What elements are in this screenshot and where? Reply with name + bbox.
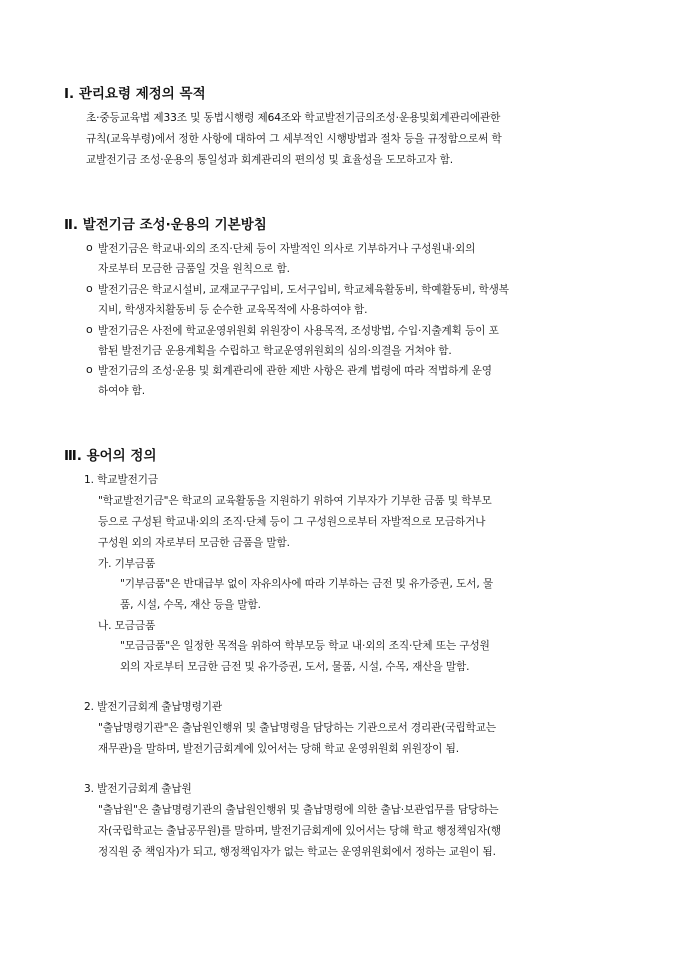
term-title: 3. 발전기금회계 출납원 (84, 783, 192, 795)
term-definition-line: 재무관)을 말하며, 발전기금회계에 있어서는 당해 학교 운영위원회 위원장이 됨. (98, 743, 459, 755)
section-1-line: 초·중등교육법 제33조 및 동법시행령 제64조와 학교발전기금의조성·운용및회계관리에관한 (86, 112, 501, 124)
policy-item-line: 발전기금은 학교내·외의 조직·단체 등이 자발적인 의사로 기부하거나 구성원내·외의 (98, 243, 476, 255)
bullet-marker: o (86, 363, 93, 376)
policy-item-line: 함된 발전기금 운용계획을 수립하고 학교운영위원회의 심의·의결을 거쳐야 함. (98, 345, 452, 357)
subterm-title: 나. 모금금품 (98, 620, 156, 632)
term-definition-line: 등으로 구성된 학교내·외의 조직·단체 등이 그 구성원으로부터 자발적으로 모금하거나 (98, 516, 486, 528)
term-definition-line: "출납명령기관"은 출납원인행위 및 출납명령을 담당하는 기관으로서 경리관(국립학교는 (98, 722, 496, 734)
term-definition-line: 구성원 외의 자로부터 모금한 금품을 말함. (98, 537, 290, 549)
subterm-definition-line: "모금금품"은 일정한 목적을 위하여 학부모등 학교 내·외의 조직·단체 또는 구성원 (120, 640, 490, 652)
section-1-line: 교발전기금 조성·운용의 통일성과 회계관리의 편의성 및 효율성을 도모하고자 함. (86, 154, 454, 166)
section-2-heading: Ⅱ. 발전기금 조성·운용의 기본방침 (64, 217, 267, 233)
bullet-marker: o (86, 241, 93, 254)
policy-item-line: 발전기금은 학교시설비, 교재교구구입비, 도서구입비, 학교체육활동비, 학예활동비, 학생복 (98, 284, 509, 296)
term-definition-line: 정직원 중 책임자)가 되고, 행정책임자가 없는 학교는 운영위원회에서 정하는 교원이 됨. (98, 846, 496, 858)
policy-item-line: 지비, 학생자치활동비 등 순수한 교육목적에 사용하여야 함. (98, 304, 368, 316)
subterm-title: 가. 기부금품 (98, 558, 156, 570)
term-title: 2. 발전기금회계 출납명령기관 (84, 701, 223, 713)
term-definition-line: "출납원"은 출납명령기관의 출납원인행위 및 출납명령에 의한 출납·보관업무를 담당하는 (98, 804, 499, 816)
term-definition-line: "학교발전기금"은 학교의 교육활동을 지원하기 위하여 기부자가 기부한 금품 및 학부모 (98, 495, 492, 507)
subterm-definition-line: "기부금품"은 반대급부 없이 자유의사에 따라 기부하는 금전 및 유가증권, 도서, 물 (120, 578, 494, 590)
policy-item-line: 발전기금은 사전에 학교운영위원회 위원장이 사용목적, 조성방법, 수입·지출계획 등이 포 (98, 325, 499, 337)
policy-item-line: 하여야 함. (98, 385, 146, 397)
bullet-marker: o (86, 323, 93, 336)
section-3-heading: Ⅲ. 용어의 정의 (64, 448, 157, 464)
term-definition-line: 자(국립학교는 출납공무원)를 말하며, 발전기금회계에 있어서는 당해 학교 행정책임자(행 (98, 825, 502, 837)
policy-item-line: 자로부터 모금한 금품일 것을 원칙으로 함. (98, 263, 290, 275)
policy-item-line: 발전기금의 조성·운용 및 회계관리에 관한 제반 사항은 관계 법령에 따라 적법하게 운영 (98, 365, 492, 377)
bullet-marker: o (86, 282, 93, 295)
term-title: 1. 학교발전기금 (84, 474, 158, 486)
subterm-definition-line: 품, 시설, 수목, 재산 등을 말함. (120, 599, 261, 611)
subterm-definition-line: 외의 자로부터 모금한 금전 및 유가증권, 도서, 물품, 시설, 수목, 재산을 말함. (120, 661, 470, 673)
section-1-heading: Ⅰ. 관리요령 제정의 목적 (64, 86, 206, 102)
section-1-line: 규칙(교육부령)에서 정한 사항에 대하여 그 세부적인 시행방법과 절차 등을 규정함으로써 학 (86, 133, 502, 145)
